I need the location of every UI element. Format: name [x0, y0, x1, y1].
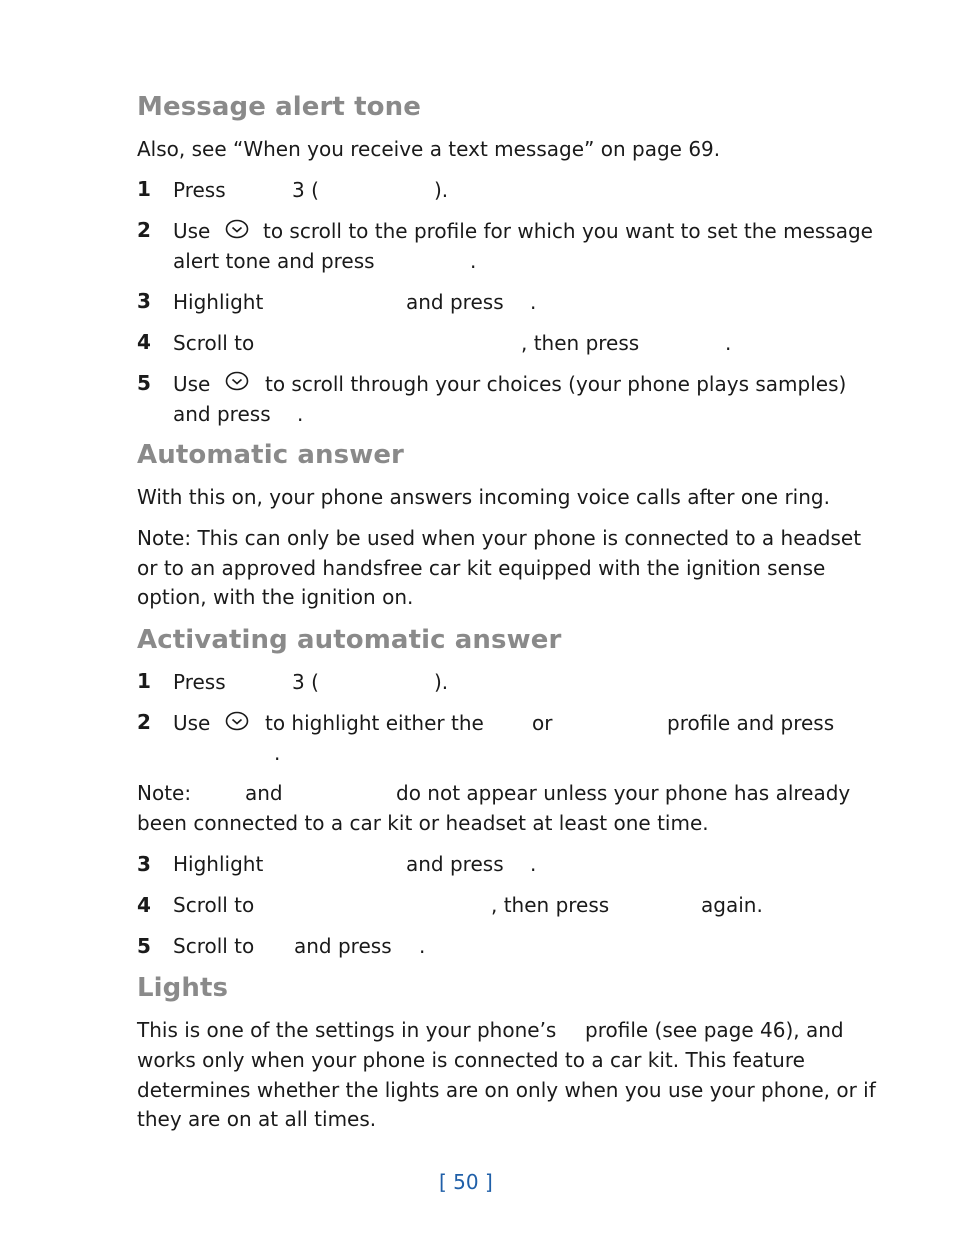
step-text: Use: [173, 711, 211, 735]
step-text: and press: [294, 934, 392, 958]
intro-text: Also, see “When you receive a text message” on page 69.: [137, 137, 721, 161]
heading-automatic-answer: Automatic answer: [137, 440, 404, 470]
step-number: 4: [137, 893, 151, 917]
note-text: and: [245, 781, 283, 805]
step-text: Highlight: [173, 852, 264, 876]
note-label: Note:: [137, 781, 192, 805]
step-text: Press: [173, 178, 226, 202]
step-number: 1: [137, 669, 151, 693]
step-text: 3 (: [292, 178, 319, 202]
step-text: 3 (: [292, 670, 319, 694]
step-text: Scroll to: [173, 331, 255, 355]
paragraph: This is one of the settings in your phone’s: [137, 1018, 557, 1042]
step-text: Highlight: [173, 290, 264, 314]
step-number: 2: [137, 218, 151, 242]
step-text: profile and press: [667, 711, 835, 735]
step-text: to scroll through your choices (your phone plays samples): [265, 372, 847, 396]
step-text: and press: [406, 290, 504, 314]
note-text: been connected to a car kit or headset at least one time.: [137, 811, 709, 835]
step-text: Use: [173, 219, 211, 243]
step-text: ).: [434, 670, 449, 694]
step-number: 5: [137, 371, 151, 395]
step-text: .: [297, 402, 304, 426]
scroll-key-icon: [224, 218, 250, 240]
step-text: Scroll to: [173, 934, 255, 958]
step-number: 2: [137, 710, 151, 734]
paragraph: determines whether the lights are on only when you use your phone, or if: [137, 1078, 876, 1102]
step-text: Press: [173, 670, 226, 694]
step-number: 1: [137, 177, 151, 201]
heading-activating-automatic-answer: Activating automatic answer: [137, 625, 562, 655]
note-line: or to an approved handsfree car kit equipped with the ignition sense: [137, 556, 826, 580]
step-text: to highlight either the: [265, 711, 484, 735]
step-text: .: [274, 741, 281, 765]
scroll-key-icon: [224, 370, 250, 392]
step-text: and press: [173, 402, 271, 426]
paragraph: profile (see page 46), and: [585, 1018, 844, 1042]
step-text: .: [419, 934, 426, 958]
step-text: .: [725, 331, 732, 355]
page-number: [ 50 ]: [439, 1170, 493, 1194]
note-text: do not appear unless your phone has already: [396, 781, 851, 805]
step-text: .: [530, 852, 537, 876]
step-number: 5: [137, 934, 151, 958]
step-text: or: [532, 711, 553, 735]
paragraph: With this on, your phone answers incoming voice calls after one ring.: [137, 485, 830, 509]
step-text: and press: [406, 852, 504, 876]
step-text: alert tone and press: [173, 249, 375, 273]
step-text: ).: [434, 178, 449, 202]
step-text: .: [470, 249, 477, 273]
heading-message-alert-tone: Message alert tone: [137, 92, 421, 122]
step-number: 3: [137, 289, 151, 313]
step-text: , then press: [521, 331, 640, 355]
note-line: option, with the ignition on.: [137, 585, 414, 609]
step-text: Scroll to: [173, 893, 255, 917]
step-number: 4: [137, 330, 151, 354]
step-text: to scroll to the profile for which you want to set the message: [263, 219, 873, 243]
paragraph: works only when your phone is connected to a car kit. This feature: [137, 1048, 805, 1072]
heading-lights: Lights: [137, 973, 229, 1003]
step-text: , then press: [491, 893, 610, 917]
step-text: .: [530, 290, 537, 314]
step-text: again.: [701, 893, 763, 917]
note-line: Note: This can only be used when your phone is connected to a headset: [137, 526, 862, 550]
step-number: 3: [137, 852, 151, 876]
scroll-key-icon: [224, 710, 250, 732]
paragraph: they are on at all times.: [137, 1107, 377, 1131]
step-text: Use: [173, 372, 211, 396]
